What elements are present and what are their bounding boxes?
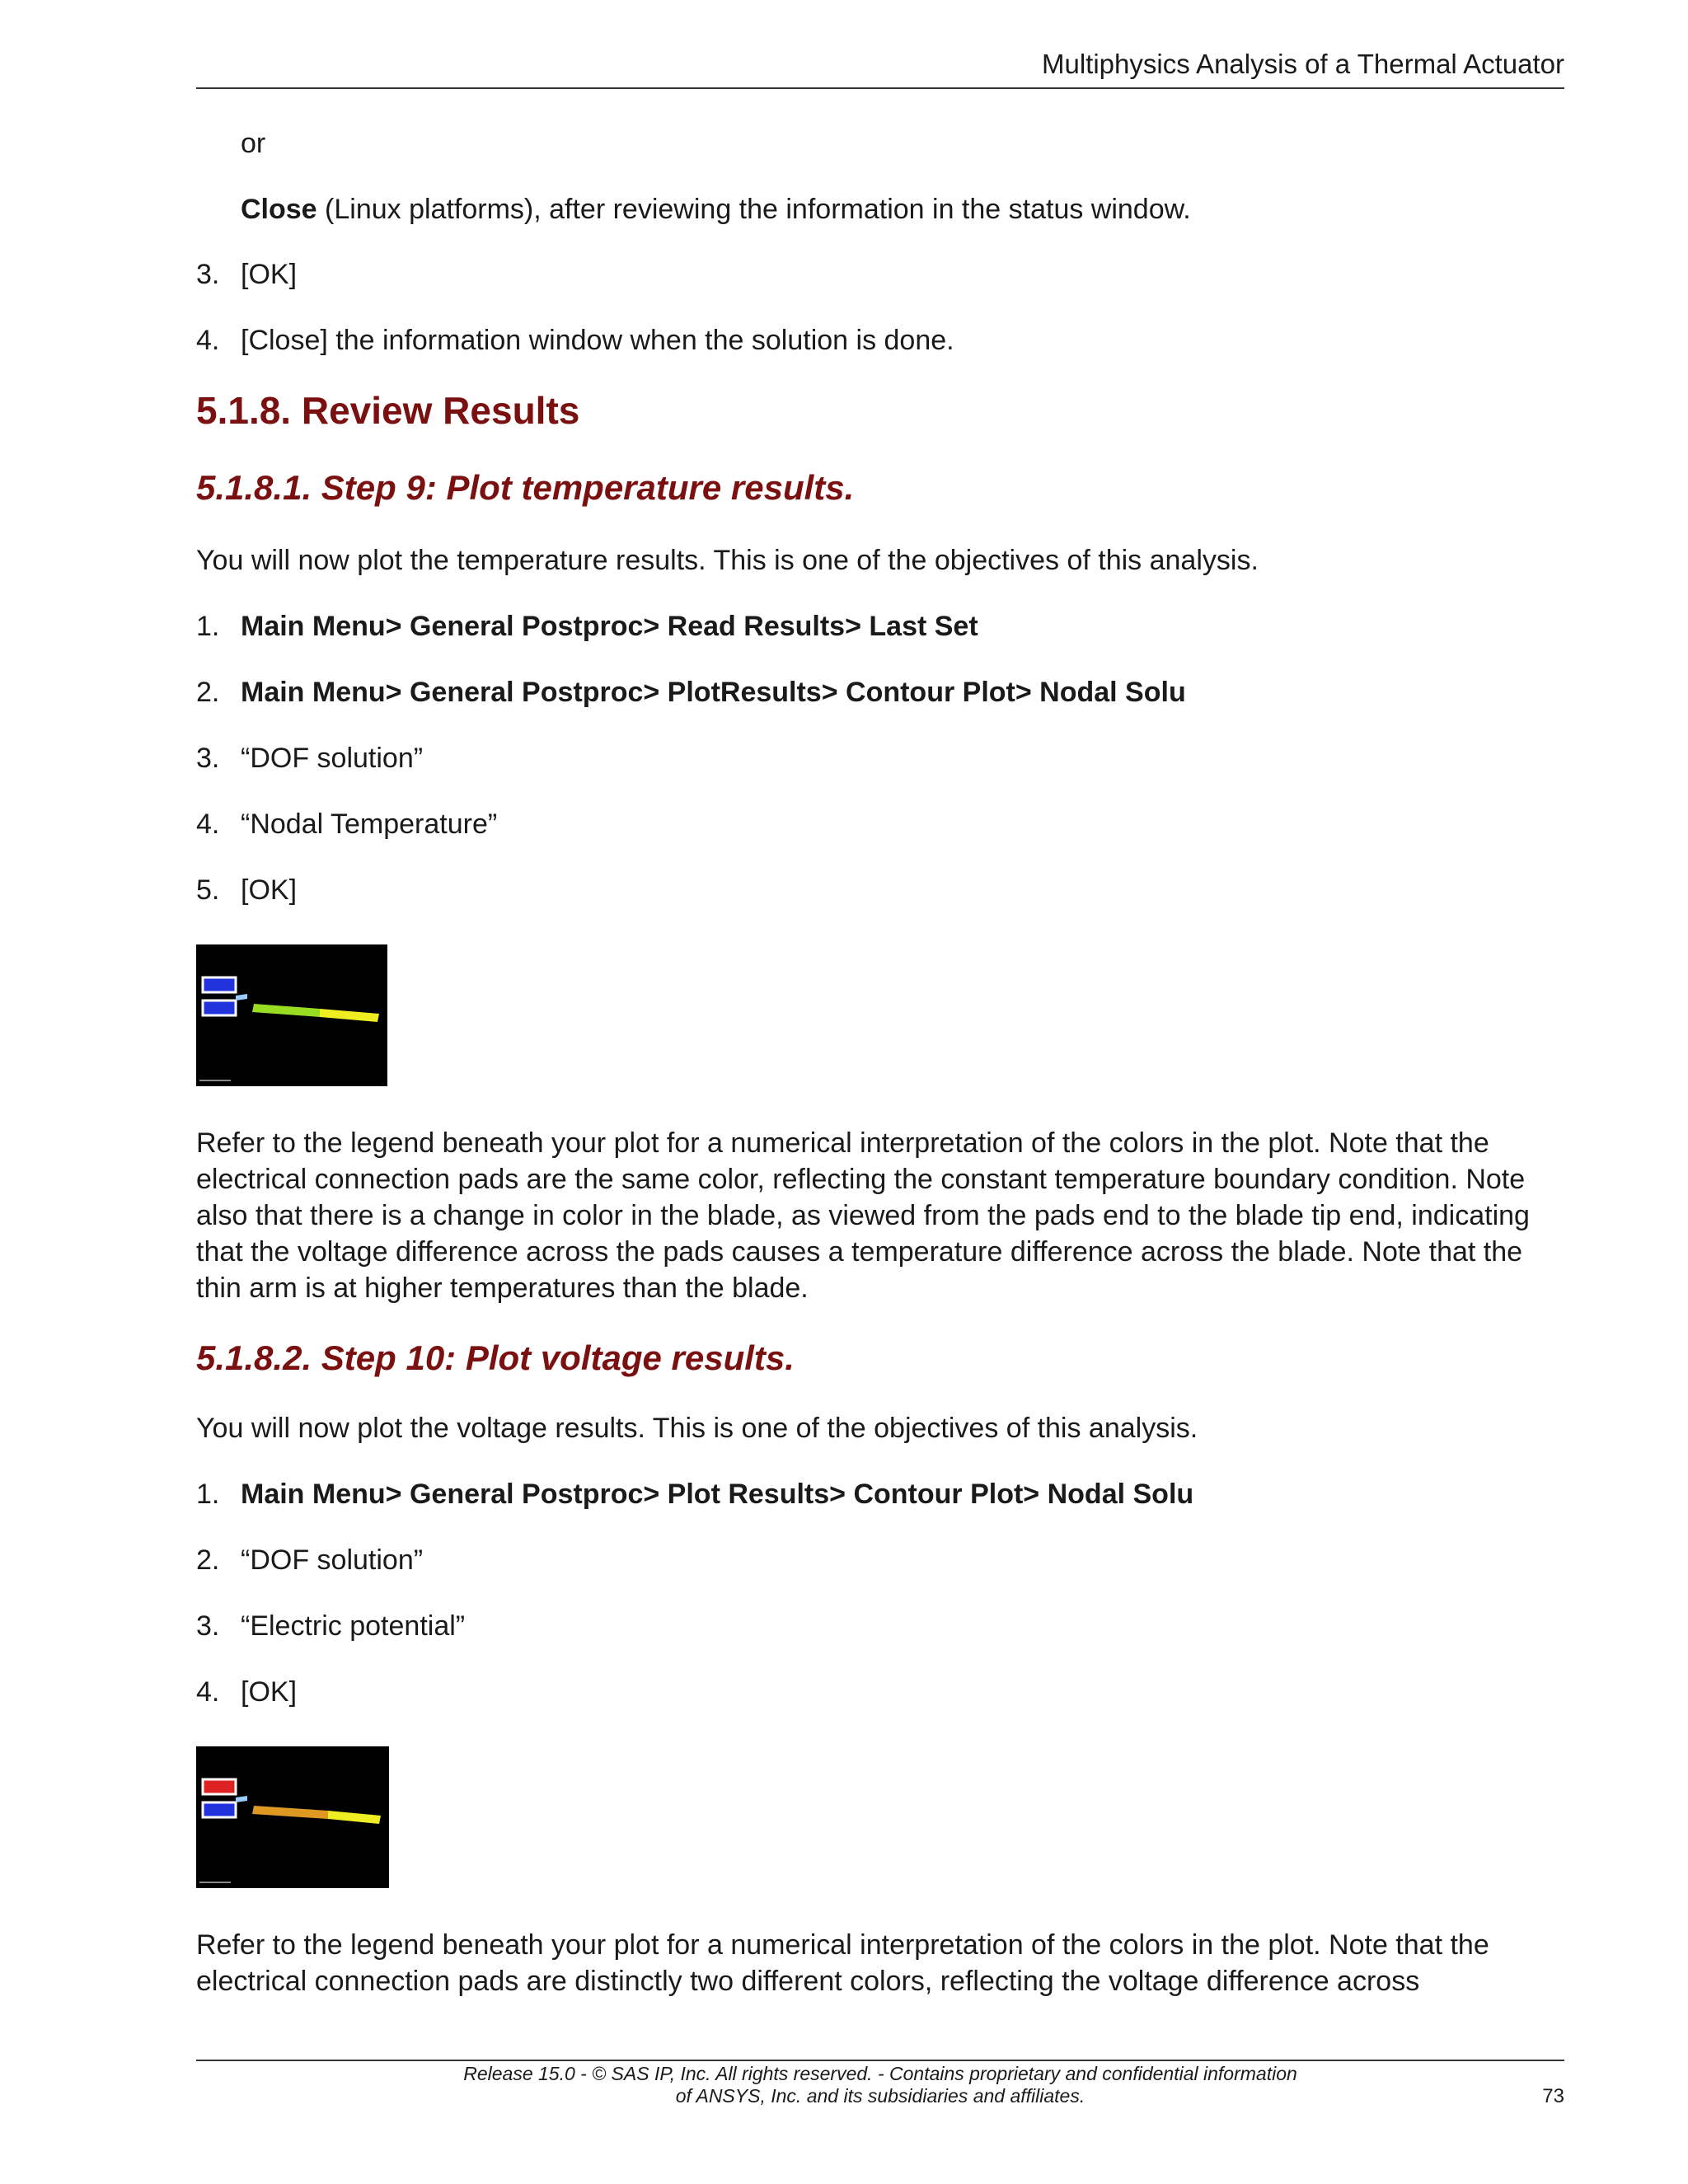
- header-title: Multiphysics Analysis of a Thermal Actuator: [1042, 49, 1564, 79]
- page-number: 73: [1542, 2085, 1564, 2107]
- temperature-plot-image: [196, 944, 387, 1086]
- step10-item-number: 3.: [196, 1610, 220, 1642]
- step9-item-number: 3.: [196, 743, 220, 774]
- step9-item-number: 2.: [196, 677, 220, 708]
- step10-heading: 5.1.8.2. Step 10: Plot voltage results.: [196, 1338, 795, 1377]
- step9-description: Refer to the legend beneath your plot for a numerical interpretation of the colors in the plot. Note that the electrical connection pads are the same color, reflecting the constant temperature boundary condition. Note also that there is a change in color in the blade, as viewed from the pads end to the blade tip end, indicating that the voltage difference across the pads causes a temperature difference across the blade. Note that the thin arm is at higher temperatures than the blade.: [196, 1127, 1530, 1304]
- step10-intro: You will now plot the voltage results. This is one of the objectives of this analysis.: [196, 1413, 1198, 1444]
- step9-heading: 5.1.8.1. Step 9: Plot temperature results.: [196, 468, 855, 507]
- close-label: Close: [241, 194, 317, 225]
- step10-item-number: 2.: [196, 1544, 220, 1576]
- electrical-pad-upper: [203, 977, 236, 992]
- step9-item-number: 5.: [196, 874, 220, 906]
- step9-item-text: Main Menu> General Postproc> Read Results> Last Set: [241, 611, 978, 642]
- footer-line-2: of ANSYS, Inc. and its subsidiaries and affiliates.: [675, 2085, 1085, 2107]
- step9-item-text: [OK]: [241, 874, 298, 906]
- step9-item-text: Main Menu> General Postproc> PlotResults> Contour Plot> Nodal Solu: [241, 677, 1186, 708]
- electrical-pad-upper: [203, 1779, 236, 1794]
- step9-item-number: 1.: [196, 611, 220, 642]
- solve-step-text: [OK]: [241, 259, 298, 290]
- section-heading: 5.1.8. Review Results: [196, 389, 580, 432]
- footer-line-1: Release 15.0 - © SAS IP, Inc. All rights reserved. - Contains proprietary and confidential information: [463, 2063, 1297, 2084]
- solve-step-number: 4.: [196, 325, 220, 356]
- footer-rule: [196, 2060, 1564, 2061]
- electrical-pad-lower: [203, 1802, 236, 1817]
- solve-step-text: [Close] the information window when the solution is done.: [241, 325, 954, 356]
- voltage-plot-image: [196, 1746, 389, 1888]
- step9-item-number: 4.: [196, 808, 220, 840]
- step9-item-text: “Nodal Temperature”: [241, 808, 498, 840]
- step10-item-text: Main Menu> General Postproc> Plot Results> Contour Plot> Nodal Solu: [241, 1479, 1194, 1510]
- step10-description: Refer to the legend beneath your plot for a numerical interpretation of the colors in the plot. Note that the electrical connection pads are distinctly two different colors, reflecting the voltage difference across: [196, 1929, 1489, 1997]
- step10-item-number: 4.: [196, 1676, 220, 1708]
- footer-copyright: [196, 2063, 1564, 2107]
- step9-intro: You will now plot the temperature results. This is one of the objectives of this analysis.: [196, 545, 1259, 576]
- close-instruction: [241, 191, 1191, 227]
- close-rest: (Linux platforms), after reviewing the information in the status window.: [316, 194, 1191, 225]
- electrical-pad-lower: [203, 1001, 236, 1015]
- step9-item-text: “DOF solution”: [241, 743, 424, 774]
- step10-item-text: “DOF solution”: [241, 1544, 424, 1576]
- plot-legend-mark: [199, 1882, 231, 1883]
- step10-item-text: [OK]: [241, 1676, 298, 1708]
- plot-legend-mark: [199, 1080, 231, 1081]
- running-header: [196, 45, 1564, 89]
- solve-step-number: 3.: [196, 259, 220, 290]
- or-text: or: [241, 128, 266, 159]
- step10-item-number: 1.: [196, 1479, 220, 1510]
- step10-item-text: “Electric potential”: [241, 1610, 466, 1642]
